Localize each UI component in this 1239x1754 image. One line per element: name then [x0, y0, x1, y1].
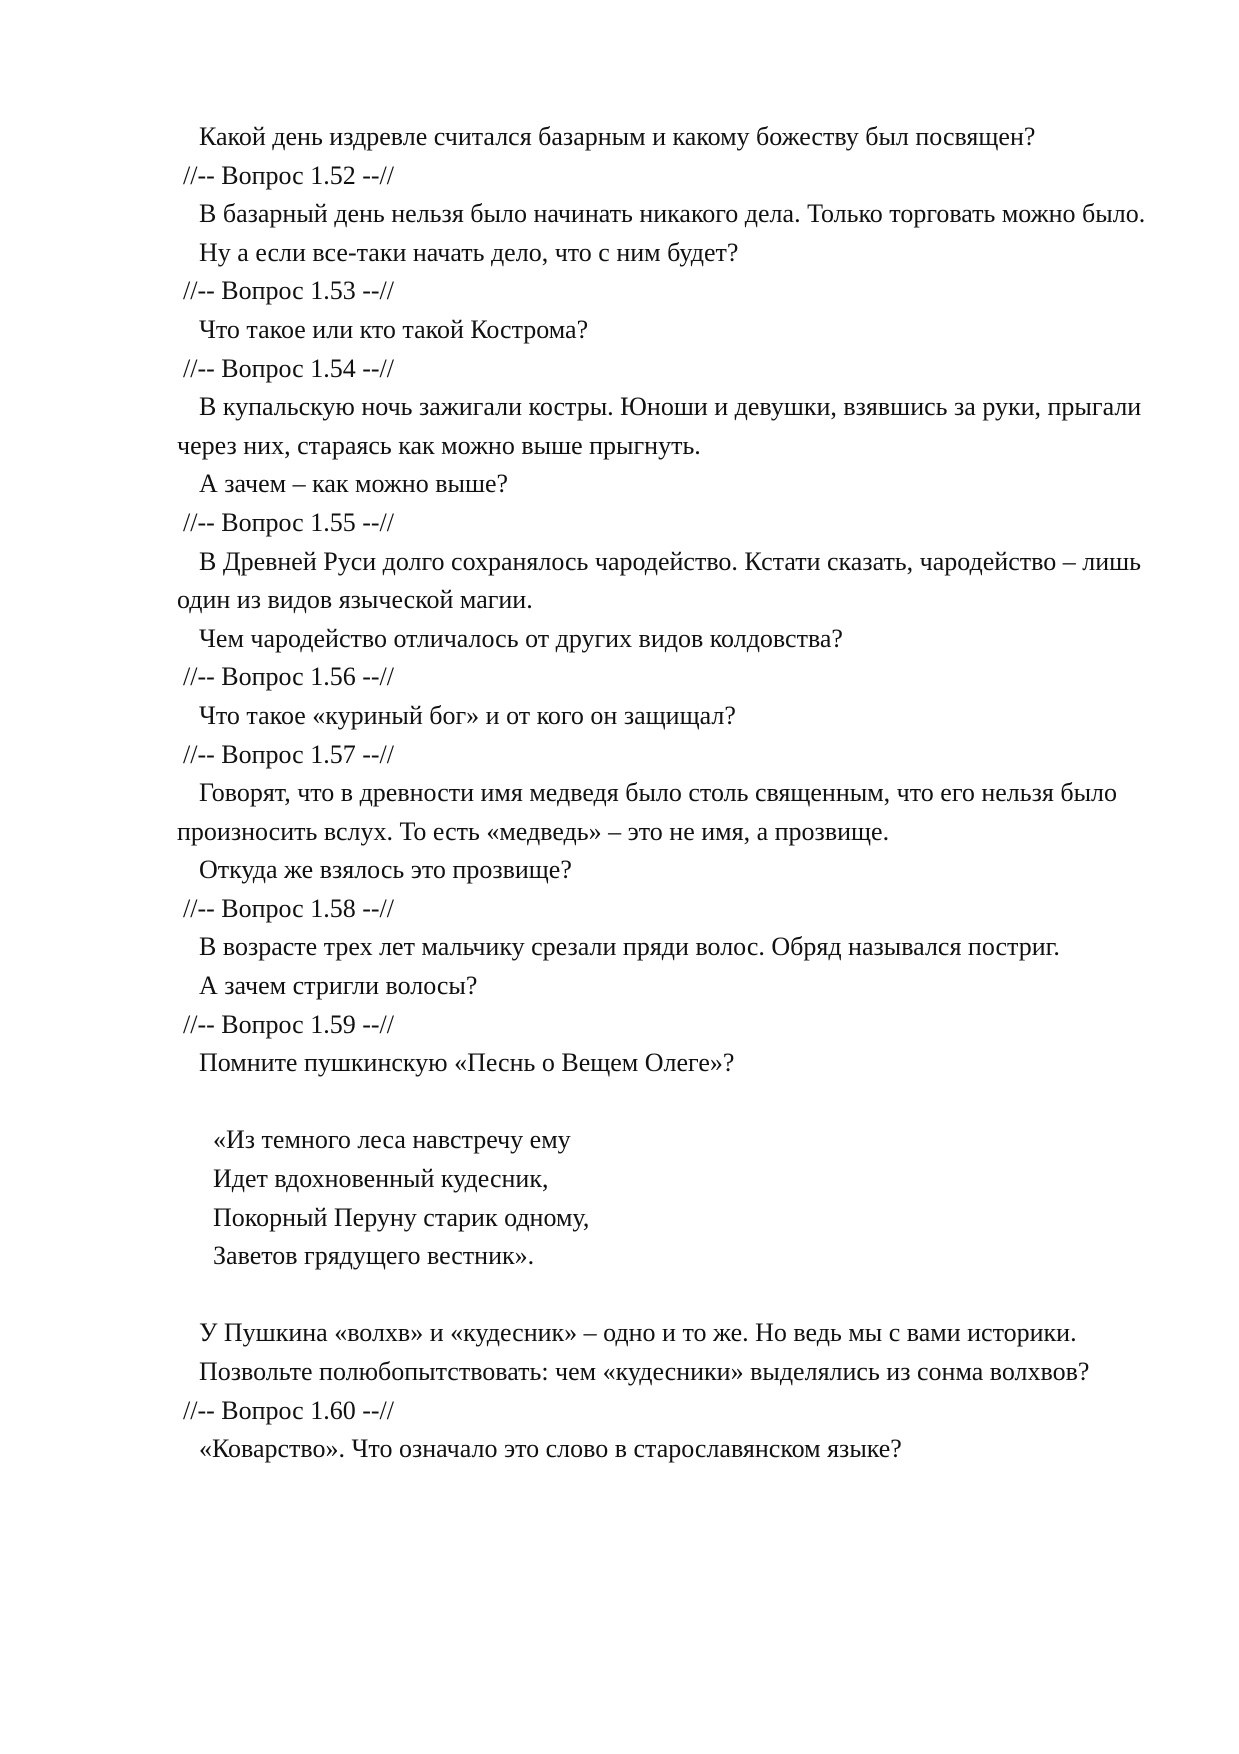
paragraph: Какой день издревле считался базарным и какому божеству был посвящен? — [199, 122, 1036, 151]
blank-line — [177, 1083, 1187, 1122]
blank-line — [177, 1276, 1187, 1315]
paragraph: А зачем стригли волосы? — [199, 971, 478, 1001]
question-heading: //-- Вопрос 1.55 --// — [183, 507, 394, 537]
question-heading: //-- Вопрос 1.53 --// — [183, 276, 394, 306]
paragraph: Откуда же взялось это прозвище? — [199, 855, 572, 885]
paragraph: Говорят, что в древности имя медведя было столь священным, что его нельзя было произносить вслух. То есть «медведь» – это не имя, а прозвище. — [177, 778, 1118, 846]
question-heading: //-- Вопрос 1.58 --// — [183, 893, 394, 923]
document-page — [177, 118, 1187, 1469]
question-heading: //-- Вопрос 1.56 --// — [183, 662, 394, 692]
paragraph: У Пушкина «волхв» и «кудесник» – одно и то же. Но ведь мы с вами историки. — [199, 1318, 1077, 1348]
verse-line: Покорный Перуну старик одному, — [213, 1202, 590, 1232]
paragraph: Позвольте полюбопытствовать: чем «кудесники» выделялись из сонма волхвов? — [199, 1357, 1090, 1386]
paragraph: Что такое «куриный бог» и от кого он защищал? — [199, 700, 736, 730]
question-heading: //-- Вопрос 1.59 --// — [183, 1009, 394, 1039]
paragraph: В базарный день нельзя было начинать никакого дела. Только торговать можно было. — [199, 199, 1146, 229]
paragraph: В возрасте трех лет мальчику срезали пряди волос. Обряд назывался постриг. — [199, 932, 1060, 962]
paragraph: Ну а если все-таки начать дело, что с ним будет? — [199, 237, 739, 267]
question-heading: //-- Вопрос 1.52 --// — [183, 160, 394, 190]
verse-line: Заветов грядущего вестник». — [213, 1241, 535, 1271]
paragraph: Чем чародейство отличалось от других видов колдовства? — [199, 623, 843, 653]
paragraph: Помните пушкинскую «Песнь о Вещем Олеге»? — [199, 1048, 735, 1078]
paragraph: В купальскую ночь зажигали костры. Юноши и девушки, взявшись за руки, прыгали через них, стараясь как можно выше прыгнуть. — [177, 392, 1142, 460]
question-heading: //-- Вопрос 1.57 --// — [183, 739, 394, 769]
paragraph: Что такое или кто такой Кострома? — [199, 314, 589, 344]
verse-line: «Из темного леса навстречу ему — [213, 1125, 571, 1155]
paragraph: «Коварство». Что означало это слово в старославянском языке? — [199, 1434, 902, 1464]
question-heading: //-- Вопрос 1.54 --// — [183, 353, 394, 383]
question-heading: //-- Вопрос 1.60 --// — [183, 1395, 394, 1425]
paragraph: А зачем – как можно выше? — [199, 469, 509, 499]
verse-line: Идет вдохновенный кудесник, — [213, 1164, 549, 1194]
paragraph: В Древней Руси долго сохранялось чародейство. Кстати сказать, чародейство – лишь один из видов языческой магии. — [177, 546, 1141, 615]
